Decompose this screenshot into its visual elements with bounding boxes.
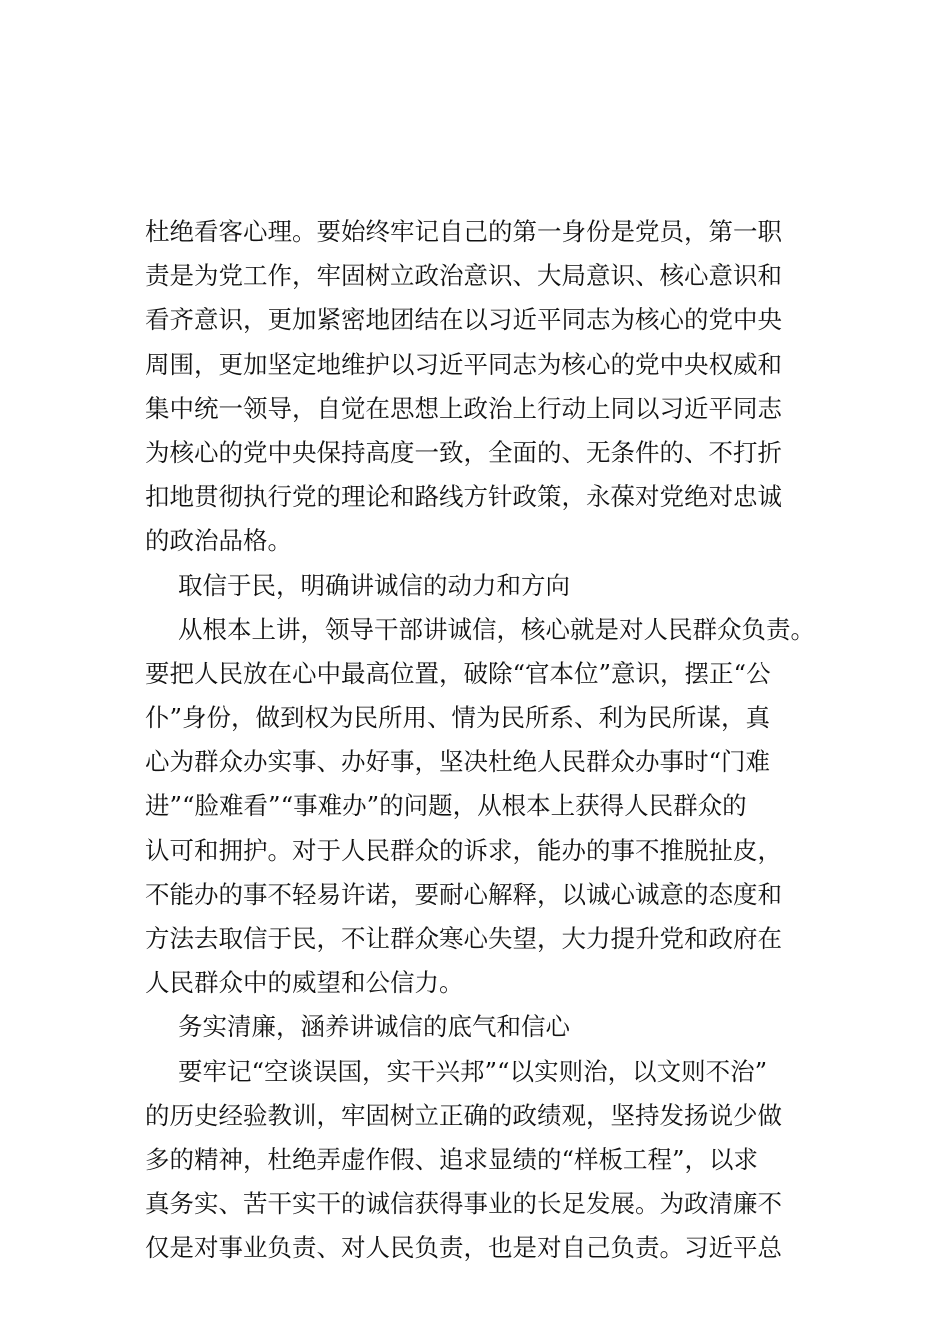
paragraph-line: 集中统一领导，自觉在思想上政治上行动上同以习近平同志	[145, 393, 782, 423]
paragraph-line: 要把人民放在心中最高位置，破除“官本位”意识，摆正“公	[145, 658, 771, 688]
paragraph-line: 杜绝看客心理。要始终牢记自己的第一身份是党员，第一职	[145, 217, 782, 246]
paragraph-line: 看齐意识，更加紧密地团结在以习近平同志为核心的党中央	[145, 305, 782, 335]
paragraph-line: 责是为党工作，牢固树立政治意识、大局意识、核心意识和	[145, 261, 782, 291]
paragraph-line: 认可和拥护。对于人民群众的诉求，能办的事不推脱扯皮，	[145, 835, 782, 865]
paragraph-line: 多的精神，杜绝弄虚作假、追求显绩的“样板工程”，以求	[145, 1144, 759, 1174]
section-heading: 取信于民，明确讲诚信的动力和方向	[178, 570, 570, 600]
paragraph-line: 从根本上讲，领导干部讲诚信，核心就是对人民群众负责。	[178, 614, 815, 644]
paragraph-line: 周围，更加坚定地维护以习近平同志为核心的党中央权威和	[145, 349, 782, 379]
paragraph-line: 心为群众办实事、办好事，坚决杜绝人民群众办事时“门难	[145, 747, 771, 777]
paragraph-line: 不能办的事不轻易许诺，要耐心解释，以诚心诚意的态度和	[145, 879, 782, 909]
paragraph-line: 真务实、苦干实干的诚信获得事业的长足发展。为政清廉不	[145, 1189, 782, 1219]
paragraph-line: 要牢记“空谈误国，实干兴邦”“以实则治，以文则不治”	[178, 1056, 768, 1086]
paragraph-line: 的历史经验教训，牢固树立正确的政绩观，坚持发扬说少做	[145, 1100, 782, 1130]
section-heading: 务实清廉，涵养讲诚信的底气和信心	[178, 1012, 570, 1042]
paragraph-line: 进”“脸难看”“事难办”的问题，从根本上获得人民群众的	[145, 791, 747, 821]
paragraph-line: 为核心的党中央保持高度一致，全面的、无条件的、不打折	[145, 437, 782, 467]
body-text	[145, 210, 845, 1271]
paragraph-line: 人民群众中的威望和公信力。	[145, 968, 464, 998]
paragraph-line: 的政治品格。	[145, 526, 292, 556]
paragraph-line: 仆”身份，做到权为民所用、情为民所系、利为民所谋，真	[145, 703, 771, 733]
paragraph-line: 扣地贯彻执行党的理论和路线方针政策，永葆对党绝对忠诚	[145, 482, 782, 512]
paragraph-line: 仅是对事业负责、对人民负责，也是对自己负责。习近平总	[145, 1233, 782, 1263]
paragraph-line: 方法去取信于民，不让群众寒心失望，大力提升党和政府在	[145, 924, 782, 953]
